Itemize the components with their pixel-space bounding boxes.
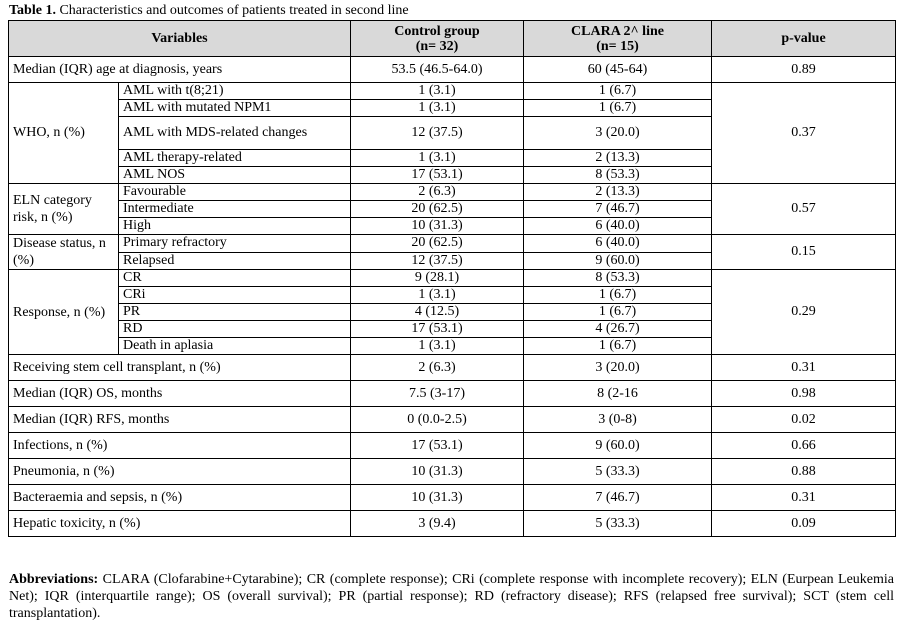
subrow-label: AML with t(8;21) xyxy=(119,83,351,100)
table-row xyxy=(9,511,896,537)
subrow-label: AML NOS xyxy=(119,167,351,184)
group-label: Response, n (%) xyxy=(9,270,119,355)
table-row xyxy=(9,381,896,407)
group-label: Disease status, n (%) xyxy=(9,235,119,270)
clara-value: 1 (6.7) xyxy=(524,83,712,100)
clara-value: 8 (53.3) xyxy=(524,270,712,287)
control-value: 2 (6.3) xyxy=(351,355,524,381)
control-value: 10 (31.3) xyxy=(351,485,524,511)
clara-value: 7 (46.7) xyxy=(524,485,712,511)
subrow-label: PR xyxy=(119,304,351,321)
row-label: Infections, n (%) xyxy=(9,433,351,459)
clara-value: 1 (6.7) xyxy=(524,287,712,304)
row-label: Median (IQR) OS, months xyxy=(9,381,351,407)
table-row xyxy=(9,459,896,485)
header-variables: Variables xyxy=(9,21,351,57)
table-row xyxy=(9,184,896,201)
table-row xyxy=(9,485,896,511)
table-row xyxy=(9,57,896,83)
p-value: 0.88 xyxy=(712,459,896,485)
row-label: Bacteraemia and sepsis, n (%) xyxy=(9,485,351,511)
subrow-label: RD xyxy=(119,321,351,338)
subrow-label: Relapsed xyxy=(119,252,351,270)
clara-value: 2 (13.3) xyxy=(524,184,712,201)
group-label: WHO, n (%) xyxy=(9,83,119,184)
clara-value: 60 (45-64) xyxy=(524,57,712,83)
clara-value: 6 (40.0) xyxy=(524,235,712,253)
subrow-label: Primary refractory xyxy=(119,235,351,253)
clara-value: 5 (33.3) xyxy=(524,511,712,537)
control-value: 4 (12.5) xyxy=(351,304,524,321)
subrow-label: AML therapy-related xyxy=(119,150,351,167)
clara-value: 3 (20.0) xyxy=(524,355,712,381)
control-value: 12 (37.5) xyxy=(351,117,524,150)
clara-value: 5 (33.3) xyxy=(524,459,712,485)
control-value: 1 (3.1) xyxy=(351,338,524,355)
abbreviations-footnote xyxy=(9,571,894,622)
clara-value: 1 (6.7) xyxy=(524,100,712,117)
clara-value: 4 (26.7) xyxy=(524,321,712,338)
clara-value: 3 (0-8) xyxy=(524,407,712,433)
clara-value: 2 (13.3) xyxy=(524,150,712,167)
control-value: 20 (62.5) xyxy=(351,235,524,253)
p-value: 0.31 xyxy=(712,485,896,511)
row-label: Median (IQR) RFS, months xyxy=(9,407,351,433)
control-value: 17 (53.1) xyxy=(351,321,524,338)
control-value: 53.5 (46.5-64.0) xyxy=(351,57,524,83)
abbreviations-label: Abbreviations: xyxy=(9,572,99,587)
table-caption xyxy=(9,3,409,19)
table-row xyxy=(9,235,896,253)
row-label: Hepatic toxicity, n (%) xyxy=(9,511,351,537)
control-value: 10 (31.3) xyxy=(351,459,524,485)
control-value: 12 (37.5) xyxy=(351,252,524,270)
control-value: 3 (9.4) xyxy=(351,511,524,537)
table-row xyxy=(9,83,896,100)
control-value: 1 (3.1) xyxy=(351,83,524,100)
clara-value: 9 (60.0) xyxy=(524,433,712,459)
subrow-label: AML with mutated NPM1 xyxy=(119,100,351,117)
table-row xyxy=(9,433,896,459)
table-row xyxy=(9,270,896,287)
caption-text: Characteristics and outcomes of patients treated in second line xyxy=(59,3,409,18)
subrow-label: CR xyxy=(119,270,351,287)
control-value: 1 (3.1) xyxy=(351,100,524,117)
caption-label: Table 1. xyxy=(9,3,56,18)
p-value: 0.31 xyxy=(712,355,896,381)
clara-value: 7 (46.7) xyxy=(524,201,712,218)
table-row xyxy=(9,355,896,381)
characteristics-table xyxy=(8,20,896,537)
p-value: 0.89 xyxy=(712,57,896,83)
control-value: 17 (53.1) xyxy=(351,167,524,184)
clara-value: 3 (20.0) xyxy=(524,117,712,150)
control-value: 20 (62.5) xyxy=(351,201,524,218)
p-value: 0.57 xyxy=(712,184,896,235)
group-label: ELN category risk, n (%) xyxy=(9,184,119,235)
p-value: 0.15 xyxy=(712,235,896,270)
table-row xyxy=(9,407,896,433)
subrow-label: Death in aplasia xyxy=(119,338,351,355)
p-value: 0.29 xyxy=(712,270,896,355)
row-label: Receiving stem cell transplant, n (%) xyxy=(9,355,351,381)
header-pvalue: p-value xyxy=(712,21,896,57)
clara-value: 1 (6.7) xyxy=(524,338,712,355)
p-value: 0.09 xyxy=(712,511,896,537)
clara-value: 6 (40.0) xyxy=(524,218,712,235)
abbreviations-text: CLARA (Clofarabine+Cytarabine); CR (complete response); CRi (complete response with incomplete recovery); ELN (Eurpean Leukemia Net); IQR (interquartile range); OS (overall survival); PR (partial response); RD (refractory disease); RFS (relapsed free survival); SCT (stem cell transplantation). xyxy=(9,572,894,621)
p-value: 0.37 xyxy=(712,83,896,184)
control-value: 0 (0.0-2.5) xyxy=(351,407,524,433)
clara-value: 8 (53.3) xyxy=(524,167,712,184)
clara-value: 9 (60.0) xyxy=(524,252,712,270)
row-label: Pneumonia, n (%) xyxy=(9,459,351,485)
subrow-label: CRi xyxy=(119,287,351,304)
subrow-label: Intermediate xyxy=(119,201,351,218)
control-value: 1 (3.1) xyxy=(351,287,524,304)
p-value: 0.66 xyxy=(712,433,896,459)
control-value: 17 (53.1) xyxy=(351,433,524,459)
subrow-label: AML with MDS-related changes xyxy=(119,117,351,150)
control-value: 1 (3.1) xyxy=(351,150,524,167)
row-label: Median (IQR) age at diagnosis, years xyxy=(9,57,351,83)
header-control: Control group (n= 32) xyxy=(351,21,524,57)
header-row xyxy=(9,21,896,57)
clara-value: 1 (6.7) xyxy=(524,304,712,321)
control-value: 10 (31.3) xyxy=(351,218,524,235)
header-clara: CLARA 2^ line (n= 15) xyxy=(524,21,712,57)
control-value: 9 (28.1) xyxy=(351,270,524,287)
control-value: 7.5 (3-17) xyxy=(351,381,524,407)
p-value: 0.02 xyxy=(712,407,896,433)
p-value: 0.98 xyxy=(712,381,896,407)
clara-value: 8 (2-16 xyxy=(524,381,712,407)
control-value: 2 (6.3) xyxy=(351,184,524,201)
subrow-label: Favourable xyxy=(119,184,351,201)
subrow-label: High xyxy=(119,218,351,235)
